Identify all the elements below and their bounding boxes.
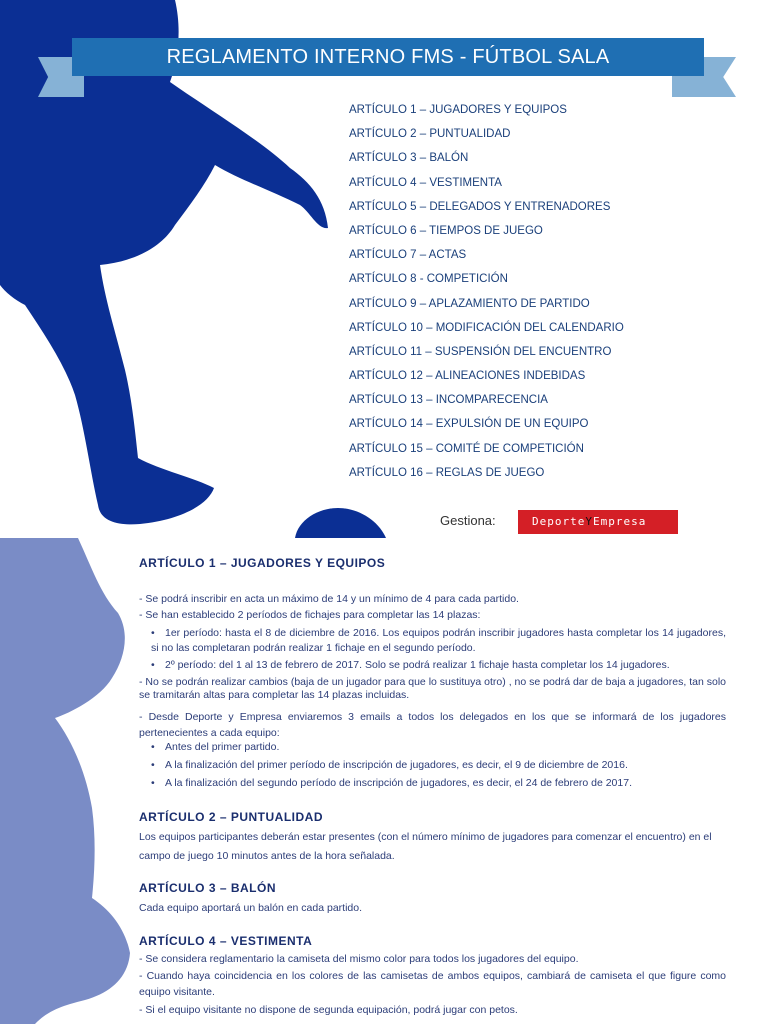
- article-1-bullet: • 1er período: hasta el 8 de diciembre de 2016. Los equipos podrán inscribir jugadores hasta completar los 14 jugadores, si no las completaran podrán realizar 1 fichaje en el segundo período.: [151, 627, 726, 654]
- gestiona-label: Gestiona:: [440, 513, 496, 528]
- toc-item[interactable]: ARTÍCULO 10 – MODIFICACIÓN DEL CALENDARIO: [349, 321, 624, 334]
- toc-item[interactable]: ARTÍCULO 5 – DELEGADOS Y ENTRENADORES: [349, 200, 611, 213]
- toc-item[interactable]: ARTÍCULO 14 – EXPULSIÓN DE UN EQUIPO: [349, 418, 589, 431]
- article-1-text: - Se podrá inscribir en acta un máximo de 14 y un mínimo de 4 para cada partido.: [139, 593, 519, 605]
- content-page: [0, 538, 768, 1024]
- page-title: REGLAMENTO INTERNO FMS - FÚTBOL SALA: [166, 45, 610, 68]
- toc-item[interactable]: ARTÍCULO 2 – PUNTUALIDAD: [349, 128, 511, 141]
- article-1-text: - Desde Deporte y Empresa enviaremos 3 emails a todos los delegados en los que se informará de los jugadores pertenecientes a cada equipo:: [139, 711, 726, 739]
- toc-item[interactable]: ARTÍCULO 3 – BALÓN: [349, 152, 469, 165]
- toc-item[interactable]: ARTÍCULO 4 – VESTIMENTA: [349, 176, 502, 189]
- article-1-bullet: • 2º período: del 1 al 13 de febrero de 2017. Solo se podrá realizar 1 fichaje hasta completar los 14 jugadores.: [151, 659, 670, 671]
- article-1-bullet: • A la finalización del primer período de inscripción de jugadores, es decir, el 9 de diciembre de 2016.: [151, 759, 628, 771]
- toc-item[interactable]: ARTÍCULO 8 - COMPETICIÓN: [349, 273, 508, 286]
- ball-shape: [295, 508, 386, 538]
- toc-item[interactable]: ARTÍCULO 9 – APLAZAMIENTO DE PARTIDO: [349, 297, 590, 310]
- article-4-heading: ARTÍCULO 4 – VESTIMENTA: [139, 934, 313, 948]
- article-1-bullet: • A la finalización del segundo período de inscripción de jugadores, es decir, el 24 de febrero de 2017.: [151, 777, 632, 789]
- article-4-text: - Si el equipo visitante no dispone de segunda equipación, podrá jugar con petos.: [139, 1004, 518, 1016]
- deporte-y-empresa-logo: DeporteYEmpresa: [518, 510, 678, 534]
- toc-item[interactable]: ARTÍCULO 13 – INCOMPARECENCIA: [349, 394, 548, 407]
- toc-item[interactable]: ARTÍCULO 16 – REGLAS DE JUEGO: [349, 466, 545, 479]
- article-1-heading: ARTÍCULO 1 – JUGADORES Y EQUIPOS: [139, 556, 386, 570]
- article-3-text: Cada equipo aportará un balón en cada partido.: [139, 902, 363, 914]
- article-4-text: - Se considera reglamentario la camiseta del mismo color para todos los jugadores del equipo.: [139, 953, 579, 965]
- article-1-text: - Se han establecido 2 períodos de fichajes para completar las 14 plazas:: [139, 609, 481, 621]
- toc-item[interactable]: ARTÍCULO 6 – TIEMPOS DE JUEGO: [349, 224, 543, 237]
- toc-item[interactable]: ARTÍCULO 7 – ACTAS: [349, 249, 467, 262]
- article-3-heading: ARTÍCULO 3 – BALÓN: [139, 881, 277, 895]
- article-4-text: - Cuando haya coincidencia en los colores de las camisetas de ambos equipos, cambiará de camiseta el que figure como equipo visitante.: [139, 970, 726, 998]
- article-2-heading: ARTÍCULO 2 – PUNTUALIDAD: [139, 810, 324, 824]
- article-2-text: Los equipos participantes deberán estar presentes (con el número mínimo de jugadores para comenzar el encuentro) en el campo de juego 10 minutos antes de la hora señalada.: [139, 831, 712, 862]
- article-1-text: - No se podrán realizar cambios (baja de un jugador para que lo sustituya otro) , no se podrá dar de baja a jugadores, tan solo se tramitarán altas para completar las 14 plazas incluidas.: [139, 676, 726, 701]
- table-of-contents: [349, 101, 624, 488]
- title-banner: [72, 38, 704, 76]
- toc-item[interactable]: ARTÍCULO 15 – COMITÉ DE COMPETICIÓN: [349, 442, 584, 455]
- article-1-bullet: • Antes del primer partido.: [151, 741, 280, 753]
- toc-item[interactable]: ARTÍCULO 1 – JUGADORES Y EQUIPOS: [349, 104, 567, 116]
- toc-item[interactable]: ARTÍCULO 11 – SUSPENSIÓN DEL ENCUENTRO: [349, 345, 612, 358]
- toc-item[interactable]: ARTÍCULO 12 – ALINEACIONES INDEBIDAS: [349, 370, 586, 383]
